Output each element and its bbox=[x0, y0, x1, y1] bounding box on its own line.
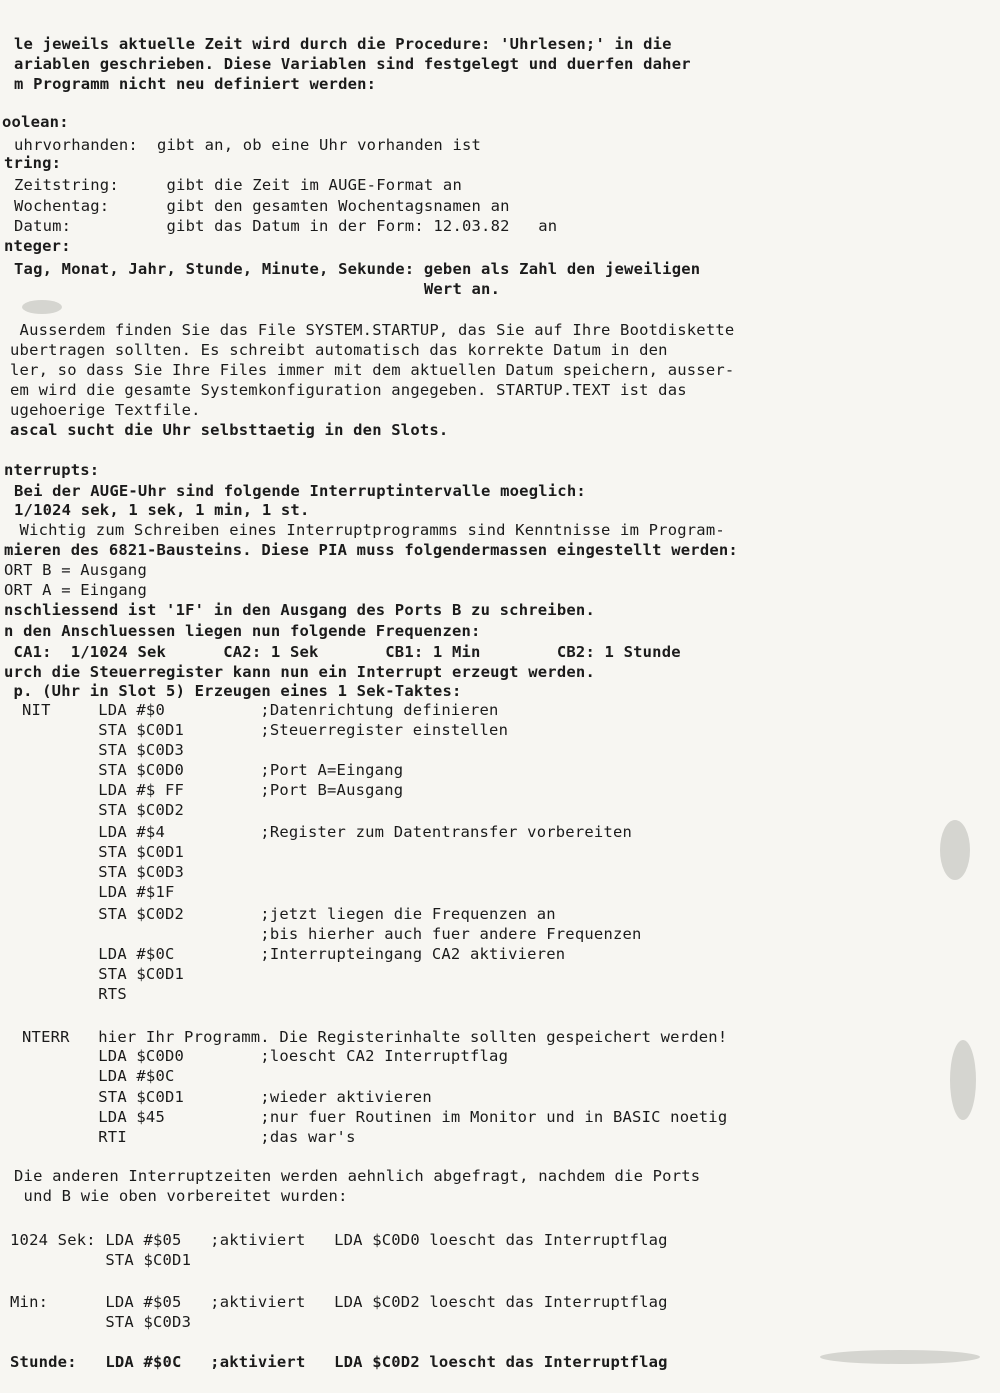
interrupts-line: n den Anschluessen liegen nun folgende Frequenzen: bbox=[4, 622, 481, 640]
code-line: NTERR hier Ihr Programm. Die Registerinhalte sollten gespeichert werden! bbox=[22, 1028, 728, 1046]
intro-line: le jeweils aktuelle Zeit wird durch die Procedure: 'Uhrlesen;' in die bbox=[14, 35, 672, 53]
interrupts-header: nterrupts: bbox=[4, 461, 100, 479]
variant-line: Stunde: LDA #$0C ;aktiviert LDA $C0D2 loescht das Interruptflag bbox=[10, 1353, 668, 1371]
string-line: Datum: gibt das Datum in der Form: 12.03.82 an bbox=[14, 217, 558, 235]
variant-line: STA $C0D3 bbox=[10, 1313, 192, 1331]
variant-line: STA $C0D1 bbox=[10, 1251, 192, 1269]
code-line: LDA #$4 ;Register zum Datentransfer vorbereiten bbox=[22, 823, 633, 841]
integer-header: nteger: bbox=[4, 237, 71, 255]
startup-line: ugehoerige Textfile. bbox=[10, 401, 201, 419]
code-line: RTS bbox=[22, 985, 127, 1003]
scan-noise bbox=[820, 1350, 980, 1364]
integer-line: Wert an. bbox=[14, 280, 501, 298]
interrupts-line: ORT B = Ausgang bbox=[4, 561, 147, 579]
interrupts-line: ORT A = Eingang bbox=[4, 581, 147, 599]
code-line: LDA #$0C ;Interrupteingang CA2 aktivieren bbox=[22, 945, 566, 963]
string-line: Zeitstring: gibt die Zeit im AUGE-Format an bbox=[14, 176, 462, 194]
code-line: STA $C0D2 ;jetzt liegen die Frequenzen an bbox=[22, 905, 556, 923]
string-line: Wochentag: gibt den gesamten Wochentagsnamen an bbox=[14, 197, 510, 215]
code-line: STA $C0D1 ;Steuerregister einstellen bbox=[22, 721, 509, 739]
scan-noise bbox=[950, 1040, 976, 1120]
interrupts-line: Bei der AUGE-Uhr sind folgende Interruptintervalle moeglich: bbox=[14, 482, 586, 500]
interrupts-line: 1/1024 sek, 1 sek, 1 min, 1 st. bbox=[14, 501, 310, 519]
startup-line: Ausserdem finden Sie das File SYSTEM.STARTUP, das Sie auf Ihre Bootdiskette bbox=[10, 321, 735, 339]
variant-line: 1024 Sek: LDA #$05 ;aktiviert LDA $C0D0 loescht das Interruptflag bbox=[10, 1231, 668, 1249]
boolean-header: oolean: bbox=[2, 113, 69, 131]
integer-line: Tag, Monat, Jahr, Stunde, Minute, Sekunde: geben als Zahl den jeweiligen bbox=[14, 260, 701, 278]
string-header: tring: bbox=[4, 154, 62, 172]
scan-noise bbox=[940, 820, 970, 880]
other-line: und B wie oben vorbereitet wurden: bbox=[14, 1187, 348, 1205]
code-line: STA $C0D3 bbox=[22, 863, 185, 881]
code-line: LDA $45 ;nur fuer Routinen im Monitor und in BASIC noetig bbox=[22, 1108, 728, 1126]
code-line: LDA #$1F bbox=[22, 883, 175, 901]
other-line: Die anderen Interruptzeiten werden aehnlich abgefragt, nachdem die Ports bbox=[14, 1167, 701, 1185]
interrupts-line: nschliessend ist '1F' in den Ausgang des Ports B zu schreiben. bbox=[4, 601, 595, 619]
interrupts-line: urch die Steuerregister kann nun ein Interrupt erzeugt werden. bbox=[4, 663, 595, 681]
scan-noise bbox=[22, 300, 62, 314]
boolean-line: uhrvorhanden: gibt an, ob eine Uhr vorhanden ist bbox=[14, 136, 482, 154]
startup-line: ascal sucht die Uhr selbsttaetig in den Slots. bbox=[10, 421, 449, 439]
code-line: STA $C0D1 bbox=[22, 843, 185, 861]
interrupts-line: mieren des 6821-Bausteins. Diese PIA muss folgendermassen eingestellt werden: bbox=[4, 541, 738, 559]
intro-line: ariablen geschrieben. Diese Variablen sind festgelegt und duerfen daher bbox=[14, 55, 691, 73]
startup-line: ler, so dass Sie Ihre Files immer mit dem aktuellen Datum speichern, ausser- bbox=[10, 361, 735, 379]
code-line: LDA #$ FF ;Port B=Ausgang bbox=[22, 781, 404, 799]
code-line: STA $C0D1 bbox=[22, 965, 185, 983]
startup-line: ubertragen sollten. Es schreibt automatisch das korrekte Datum in den bbox=[10, 341, 668, 359]
code-line: STA $C0D0 ;Port A=Eingang bbox=[22, 761, 404, 779]
code-line: ;bis hierher auch fuer andere Frequenzen bbox=[22, 925, 642, 943]
code-line: STA $C0D2 bbox=[22, 801, 185, 819]
variant-line: Min: LDA #$05 ;aktiviert LDA $C0D2 loescht das Interruptflag bbox=[10, 1293, 668, 1311]
interrupts-line: p. (Uhr in Slot 5) Erzeugen eines 1 Sek-Taktes: bbox=[4, 682, 462, 700]
interrupts-line: Wichtig zum Schreiben eines Interruptprogramms sind Kenntnisse im Program- bbox=[10, 521, 725, 539]
startup-line: em wird die gesamte Systemkonfiguration angegeben. STARTUP.TEXT ist das bbox=[10, 381, 687, 399]
code-line: LDA $C0D0 ;loescht CA2 Interruptflag bbox=[22, 1047, 509, 1065]
interrupts-line: CA1: 1/1024 Sek CA2: 1 Sek CB1: 1 Min CB2: 1 Stunde bbox=[4, 643, 681, 661]
intro-line: m Programm nicht neu definiert werden: bbox=[14, 75, 377, 93]
code-line: NIT LDA #$0 ;Datenrichtung definieren bbox=[22, 701, 499, 719]
code-line: LDA #$0C bbox=[22, 1067, 175, 1085]
code-line: STA $C0D3 bbox=[22, 741, 185, 759]
code-line: STA $C0D1 ;wieder aktivieren bbox=[22, 1088, 432, 1106]
code-line: RTI ;das war's bbox=[22, 1128, 356, 1146]
